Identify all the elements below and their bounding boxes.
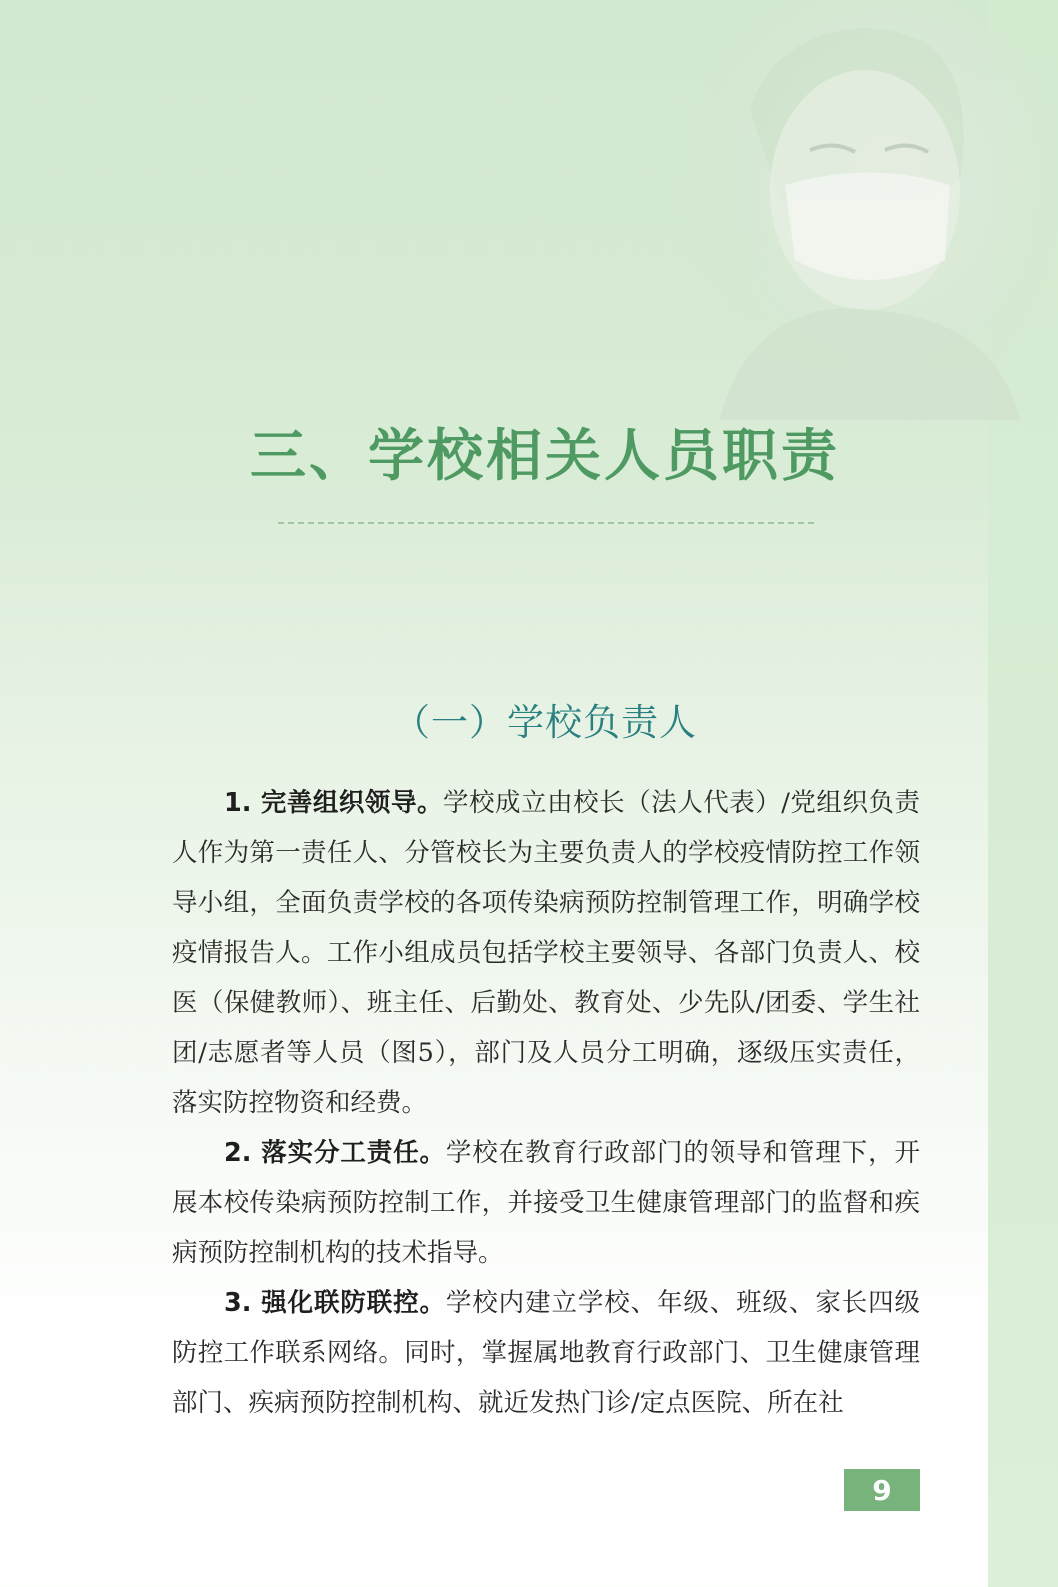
student-mask-photo — [660, 0, 1058, 420]
paragraph-2 — [172, 1128, 920, 1278]
paragraph-3-text: 学校内建立学校、年级、班级、家长四级防控工作联系网络。同时，掌握属地教育行政部门、卫生健康管理部门、疾病预防控制机构、就近发热门诊/定点医院、所在社 — [172, 1288, 920, 1418]
paragraph-2-text: 学校在教育行政部门的领导和管理下，开展本校传染病预防控制工作，并接受卫生健康管理部门的监督和疾病预防控制机构的技术指导。 — [172, 1138, 920, 1268]
page-number: 9 — [872, 1473, 892, 1507]
paragraph-1-lead: 1. 完善组织领导。 — [224, 788, 443, 818]
paragraph-1 — [172, 778, 920, 1128]
section-heading: （一）学校负责人 — [393, 701, 697, 744]
page-number-badge — [844, 1469, 920, 1511]
body-text — [172, 778, 920, 1428]
paragraph-3 — [172, 1278, 920, 1428]
paragraph-3-lead: 3. 强化联防联控。 — [224, 1288, 446, 1318]
chapter-title: 三、学校相关人员职责 — [250, 424, 840, 489]
paragraph-1-text: 学校成立由校长（法人代表）/党组织负责人作为第一责任人、分管校长为主要负责人的学校疫情防控工作领导小组，全面负责学校的各项传染病预防控制管理工作，明确学校疫情报告人。工作小组成员包括学校主要领导、各部门负责人、校医（保健教师）、班主任、后勤处、教育处、少先队/团委、学生社团/志愿者等人员（图5），部门及人员分工明确，逐级压实责任，落实防控物资和经费。 — [172, 788, 921, 1118]
paragraph-2-lead: 2. 落实分工责任。 — [224, 1138, 446, 1168]
title-divider — [278, 522, 814, 524]
